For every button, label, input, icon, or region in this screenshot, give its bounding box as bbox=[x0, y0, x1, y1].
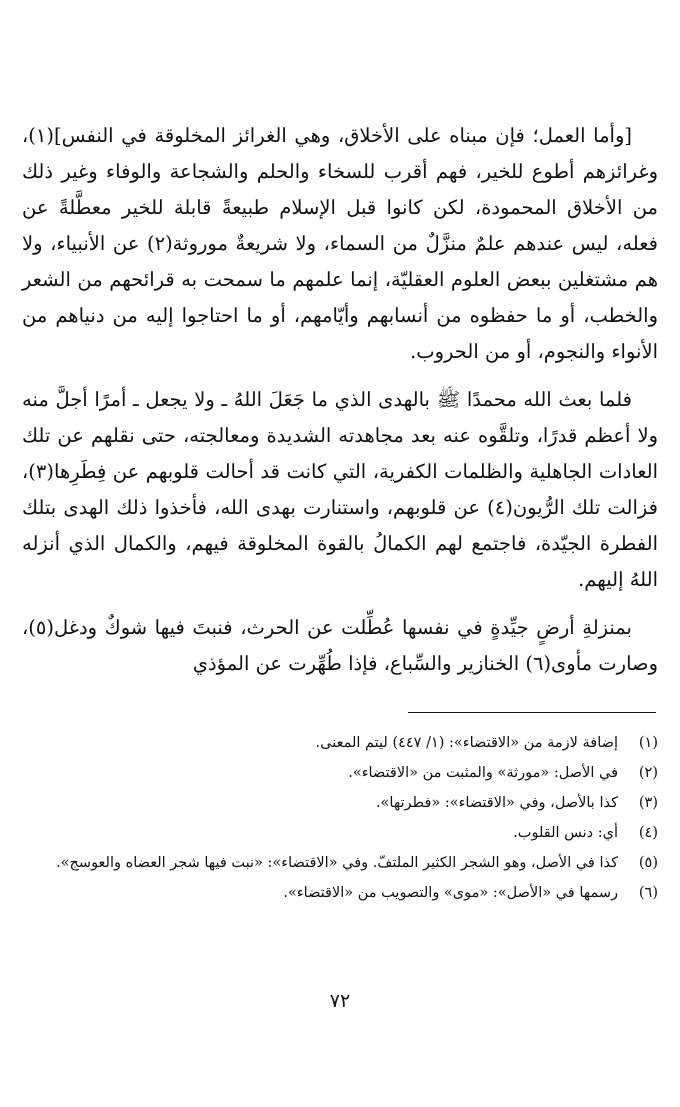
footnote-number: (١) bbox=[638, 735, 658, 751]
footnote-number: (٢) bbox=[638, 765, 658, 781]
footnote-text: أي: دنس القلوب. bbox=[513, 825, 618, 841]
footnotes bbox=[22, 728, 658, 908]
footnote-number: (٤) bbox=[638, 825, 658, 841]
footnote-text: كذا بالأصل، وفي «الاقتضاء»: «فطرتها». bbox=[375, 795, 618, 811]
footnote-text: إضافة لازمة من «الاقتضاء»: (١/ ٤٤٧) ليتم المعنى. bbox=[315, 735, 618, 751]
footnote-number: (٥) bbox=[638, 855, 658, 871]
footnote-number: (٣) bbox=[638, 795, 658, 811]
paragraph-3: بمنزلةِ أرضٍ جيِّدةٍ في نفسها عُطِّلت عن الحرث، فنبتَ فيها شوكٌ ودغل(٥)، وصارت مأوى(٦) الخنازير والسِّباع، فإذا طُهِّرت عن المؤذي bbox=[22, 616, 658, 675]
footnote bbox=[22, 878, 658, 908]
footnote bbox=[22, 788, 658, 818]
footnote bbox=[22, 758, 658, 788]
footnote-number: (٦) bbox=[638, 885, 658, 901]
main-text bbox=[22, 118, 658, 694]
footnote-text: في الأصل: «مورثة» والمثبت من «الاقتضاء». bbox=[348, 765, 618, 781]
footnote bbox=[22, 848, 658, 878]
paragraph-1: [وأما العمل؛ فإن مبناه على الأخلاق، وهي الغرائز المخلوقة في النفس](١)، وغرائزهم أطوع للخير، فهم أقرب للسخاء والحلم والشجاعة والوفاء وغير ذلك من الأخلاق المحمودة، لكن كانوا قبل الإسلام طبيعةً قابلة للخير معطَّلةً عن فعله، ليس عندهم علمٌ منزَّلٌ من السماء، ولا شريعةٌ موروثة(٢) عن الأنبياء، ولا هم مشتغلين ببعض العلوم العقليّة، إنما علمهم ما سمحت به قرائحهم من الشعر والخطب، أو ما حفظوه من أنسابهم وأيّامهم، أو ما احتاجوا إليه من دنياهم من الأنواء والنجوم، أو من الحروب. bbox=[22, 124, 658, 363]
page-number: ٧٢ bbox=[329, 990, 351, 1012]
footnote-separator bbox=[408, 712, 656, 713]
footnote-text: كذا في الأصل، وهو الشجر الكثير الملتفّ. وفي «الاقتضاء»: «نبت فيها شجر العضاه والعوسج». bbox=[56, 855, 618, 871]
footnote bbox=[22, 818, 658, 848]
footnote bbox=[22, 728, 658, 758]
footnote-text: رسمها في «الأصل»: «موى» والتصويب من «الاقتضاء». bbox=[283, 885, 618, 901]
paragraph-2: فلما بعث الله محمدًا ﷺ بالهدى الذي ما جَعَلَ اللهُ ـ ولا يجعل ـ أمرًا أجلَّ منه ولا أعظم قدرًا، وتلقَّوه عنه بعد مجاهدته الشديدة ومعالجته، حتى نقلهم عن تلك العادات الجاهلية والظلمات الكفرية، التي كانت قد أحالت قلوبهم عن فِطَرِها(٣)، فزالت تلك الرُّيون(٤) عن قلوبهم، واستنارت بهدى الله، فأخذوا ذلك الهدى بتلك الفطرة الجيّدة، فاجتمع لهم الكمالُ بالقوة المخلوقة فيهم، والكمال الذي أنزله اللهُ إليهم. bbox=[22, 388, 658, 591]
